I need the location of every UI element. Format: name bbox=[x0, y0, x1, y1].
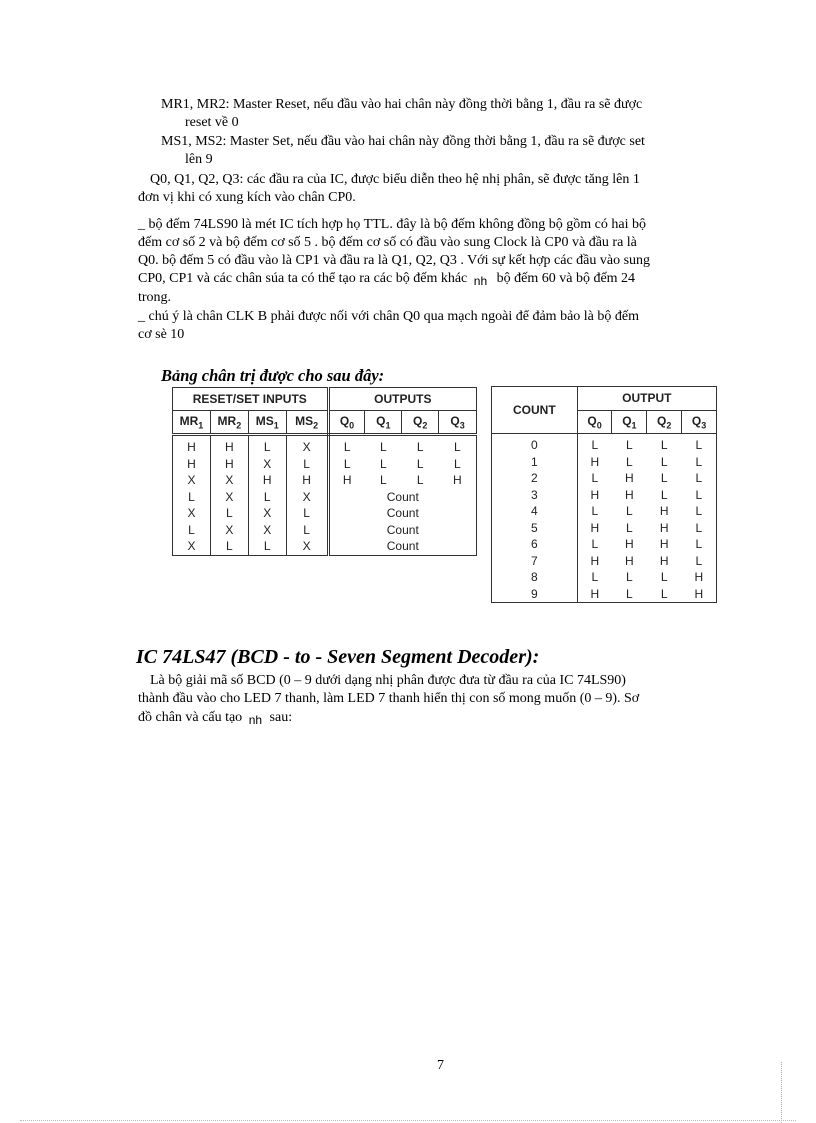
q-value: L bbox=[682, 454, 717, 471]
q-value: H bbox=[625, 537, 634, 551]
table-row bbox=[173, 489, 477, 506]
output-cell: H bbox=[342, 473, 352, 487]
count-value: 8 bbox=[492, 569, 578, 586]
output-header: OUTPUT bbox=[577, 387, 716, 411]
input-cell: L bbox=[286, 522, 328, 539]
count-value: 0 bbox=[492, 434, 578, 454]
output-cell: H bbox=[439, 472, 477, 489]
desc-line-4-b: bộ đếm 60 và bộ đếm 24 bbox=[496, 271, 636, 286]
outputs-header: OUTPUTS bbox=[328, 388, 476, 411]
reset-set-inputs-header: RESET/SET INPUTS bbox=[173, 388, 329, 411]
q-value: L bbox=[591, 471, 599, 485]
q-value: L bbox=[682, 520, 717, 537]
column-header-q1 bbox=[612, 410, 647, 434]
q-line-1: Q0, Q1, Q2, Q3: các đầu ra của IC, được biểu diễn theo hệ nhị phân, sẽ được tăng lên 1 bbox=[150, 172, 640, 187]
output-cell: L bbox=[416, 473, 424, 487]
column-header-base: Q bbox=[450, 413, 460, 428]
input-cell: L bbox=[286, 456, 328, 473]
q-value: L bbox=[682, 434, 717, 454]
desc-line-3: Q0. bộ đếm 5 có đầu vào là CP1 và đầu ra là Q1, Q2, Q3 . Với sự kết hợp các đầu vào sung bbox=[138, 253, 651, 268]
decoder-line-2: thành đầu vào cho LED 7 thanh, làm LED 7 thanh hiển thị con số mong muốn (0 – 9). Sơ bbox=[138, 691, 640, 706]
input-cell: X bbox=[210, 489, 248, 506]
mr-line-1: MR1, MR2: Master Reset, nếu đầu vào hai chân này đồng thời bằng 1, đầu ra sẽ được bbox=[161, 97, 643, 112]
q-value: L bbox=[626, 504, 633, 518]
decoder-heading: IC 74LS47 (BCD - to - Seven Segment Decoder): bbox=[136, 646, 540, 668]
column-header-subscript: 1 bbox=[198, 420, 204, 431]
table-row bbox=[492, 454, 717, 471]
ms-line-1: MS1, MS2: Master Set, nếu đầu vào hai chân này đồng thời bằng 1, đầu ra sẽ được set bbox=[161, 134, 645, 149]
q-value: H bbox=[625, 487, 634, 502]
q-value: L bbox=[682, 553, 717, 570]
input-cell: L bbox=[248, 538, 286, 555]
output-cell: L bbox=[343, 456, 351, 471]
output-cell: L bbox=[380, 456, 387, 471]
table-row bbox=[492, 503, 717, 520]
input-cell: X bbox=[173, 505, 211, 522]
column-header-base: MR bbox=[179, 413, 199, 428]
q-value: L bbox=[591, 570, 599, 584]
table-row bbox=[492, 553, 717, 570]
q-value: L bbox=[682, 487, 717, 504]
column-header-base: Q bbox=[622, 413, 632, 428]
column-header-mr1 bbox=[173, 411, 211, 435]
column-header-q2 bbox=[402, 411, 439, 435]
q-value: L bbox=[682, 470, 717, 487]
q-value: L bbox=[626, 520, 633, 535]
table-row bbox=[173, 435, 477, 456]
q-value: L bbox=[626, 454, 633, 469]
input-cell: L bbox=[286, 505, 328, 522]
column-header-q2 bbox=[647, 410, 682, 434]
column-header-subscript: 3 bbox=[459, 420, 465, 431]
table-row bbox=[492, 569, 717, 586]
column-header-base: Q bbox=[339, 413, 350, 428]
count-header: COUNT bbox=[492, 387, 578, 434]
output-cell: L bbox=[380, 473, 387, 487]
input-cell: X bbox=[248, 505, 286, 522]
page-edge-vertical bbox=[781, 1062, 782, 1123]
column-header-base: MR bbox=[217, 413, 237, 428]
desc-line-5: trong. bbox=[138, 290, 172, 305]
table-row bbox=[173, 472, 477, 489]
q-value: L bbox=[591, 504, 599, 518]
table-row bbox=[492, 586, 717, 603]
output-cell: L bbox=[439, 435, 477, 456]
q-value: L bbox=[626, 570, 633, 584]
column-header-subscript: 1 bbox=[273, 420, 279, 431]
column-header-base: Q bbox=[587, 413, 597, 428]
q-value: L bbox=[626, 438, 633, 452]
input-cell: X bbox=[286, 538, 328, 555]
table-row bbox=[492, 487, 717, 504]
decoder-line-3 bbox=[138, 709, 292, 726]
output-cell: L bbox=[416, 440, 424, 454]
input-cell: H bbox=[286, 472, 328, 489]
input-cell: H bbox=[173, 435, 211, 456]
count-output-table bbox=[491, 386, 717, 603]
input-cell: L bbox=[210, 538, 248, 555]
count-value: 3 bbox=[492, 487, 578, 504]
q-value: H bbox=[682, 586, 717, 603]
column-header-base: Q bbox=[376, 413, 386, 428]
page-edge-horizontal bbox=[20, 1120, 796, 1121]
count-cell: Count bbox=[328, 505, 476, 522]
input-cell: H bbox=[210, 456, 248, 473]
input-cell: X bbox=[210, 522, 248, 539]
column-header-base: MS bbox=[295, 413, 314, 428]
desc-line-4 bbox=[138, 270, 635, 287]
input-cell: L bbox=[248, 435, 286, 456]
count-cell: Count bbox=[328, 489, 476, 506]
count-value: 7 bbox=[492, 553, 578, 570]
input-cell: H bbox=[210, 435, 248, 456]
count-value: 4 bbox=[492, 503, 578, 520]
q-value: L bbox=[612, 586, 647, 603]
input-cell: X bbox=[286, 435, 328, 456]
input-cell: X bbox=[248, 522, 286, 539]
table-row bbox=[173, 538, 477, 555]
input-cell: X bbox=[210, 472, 248, 489]
table-row bbox=[492, 434, 717, 454]
column-header-base: Q bbox=[691, 413, 702, 428]
input-cell: X bbox=[286, 489, 328, 506]
q-value: H bbox=[659, 504, 669, 518]
column-header-subscript: 1 bbox=[631, 419, 637, 430]
output-cell: L bbox=[416, 456, 424, 471]
ms-line-2: lên 9 bbox=[185, 152, 213, 167]
input-cell: L bbox=[173, 489, 211, 506]
count-value: 6 bbox=[492, 536, 578, 553]
table-row bbox=[173, 522, 477, 539]
decoder-line-3-a: đồ chân và cấu tạo bbox=[138, 710, 243, 725]
input-cell: X bbox=[173, 472, 211, 489]
column-header-base: MS bbox=[255, 413, 274, 428]
column-header-mr2 bbox=[210, 411, 248, 435]
q-value: H bbox=[590, 520, 600, 535]
column-header-subscript: 1 bbox=[385, 420, 391, 431]
input-cell: L bbox=[173, 522, 211, 539]
column-header-subscript: 2 bbox=[236, 420, 242, 431]
table-row bbox=[173, 505, 477, 522]
q-value: L bbox=[591, 537, 599, 551]
q-value: H bbox=[625, 471, 634, 485]
q-value: L bbox=[647, 586, 682, 603]
q-value: H bbox=[590, 454, 600, 469]
reset-set-table bbox=[172, 387, 477, 556]
q-value: L bbox=[660, 487, 668, 502]
desc-line-1: _ bộ đếm 74LS90 là mét IC tích hợp họ TTL. đây là bộ đếm không đồng bộ gồm có hai bộ bbox=[138, 217, 646, 232]
q-value: L bbox=[660, 438, 668, 452]
column-header-q1 bbox=[365, 411, 402, 435]
q-value: H bbox=[659, 520, 669, 535]
q-value: H bbox=[590, 487, 600, 502]
desc-line-2: đếm cơ số 2 và bộ đếm cơ số 5 . bộ đếm cơ số có đầu vào sung Clock là CP0 và đầu ra là bbox=[138, 235, 637, 250]
q-value: H bbox=[577, 586, 612, 603]
count-cell: Count bbox=[328, 522, 476, 539]
column-header-subscript: 0 bbox=[349, 420, 355, 431]
decoder-line-3-b: sau: bbox=[269, 710, 293, 725]
note-line-1: _ chú ý là chân CLK B phải được nối với chân Q0 qua mạch ngoài để đảm bảo là bộ đếm bbox=[138, 309, 639, 324]
count-cell: Count bbox=[328, 538, 476, 555]
column-header-base: Q bbox=[657, 413, 667, 428]
q-value: L bbox=[682, 503, 717, 520]
count-value: 1 bbox=[492, 454, 578, 471]
table-row bbox=[492, 520, 717, 537]
output-cell: L bbox=[380, 440, 387, 454]
column-header-subscript: 2 bbox=[666, 419, 672, 430]
count-value: 9 bbox=[492, 586, 578, 603]
column-header-subscript: 2 bbox=[313, 420, 319, 431]
column-header-q0 bbox=[577, 410, 612, 434]
table-row bbox=[492, 470, 717, 487]
input-cell: L bbox=[248, 489, 286, 506]
truth-table-title: Bảng chân trị được cho sau đây: bbox=[161, 366, 385, 385]
q-value: L bbox=[682, 536, 717, 553]
output-cell: L bbox=[439, 456, 477, 473]
q-value: H bbox=[625, 553, 634, 568]
decoder-line-3-nh: nh bbox=[248, 713, 263, 727]
count-value: 2 bbox=[492, 470, 578, 487]
input-cell: X bbox=[173, 538, 211, 555]
q-value: L bbox=[660, 454, 668, 469]
column-header-base: Q bbox=[413, 413, 423, 428]
column-header-q0 bbox=[328, 411, 365, 435]
count-value: 5 bbox=[492, 520, 578, 537]
q-value: L bbox=[660, 570, 668, 584]
q-value: H bbox=[659, 537, 669, 551]
desc-line-4-a: CP0, CP1 và các chân súa ta có thể tạo ra các bộ đếm khác bbox=[138, 271, 468, 286]
table-row bbox=[492, 536, 717, 553]
q-value: H bbox=[590, 553, 600, 568]
column-header-q3 bbox=[682, 410, 717, 434]
decoder-line-1: Là bộ giải mã số BCD (0 – 9 dưới dạng nhị phân được đưa từ đầu ra của IC 74LS90) bbox=[150, 673, 626, 688]
q-value: L bbox=[591, 438, 599, 452]
input-cell: H bbox=[248, 472, 286, 489]
q-line-2: đơn vị khi có xung kích vào chân CP0. bbox=[138, 190, 356, 205]
column-header-ms2 bbox=[286, 411, 328, 435]
page-number: 7 bbox=[437, 1058, 444, 1073]
output-cell: L bbox=[343, 440, 351, 454]
q-value: L bbox=[660, 471, 668, 485]
column-header-subscript: 0 bbox=[596, 419, 602, 430]
note-line-2: cơ sè 10 bbox=[138, 327, 185, 342]
input-cell: X bbox=[248, 456, 286, 473]
input-cell: H bbox=[173, 456, 211, 473]
column-header-subscript: 3 bbox=[701, 419, 707, 430]
column-header-ms1 bbox=[248, 411, 286, 435]
mr-line-2: reset về 0 bbox=[185, 115, 239, 130]
q-value: H bbox=[659, 553, 669, 568]
q-value: H bbox=[682, 569, 717, 586]
input-cell: L bbox=[210, 505, 248, 522]
table-row bbox=[173, 456, 477, 473]
desc-line-4-nh: nh bbox=[473, 274, 488, 288]
column-header-q3 bbox=[439, 411, 477, 435]
column-header-subscript: 2 bbox=[422, 420, 428, 431]
